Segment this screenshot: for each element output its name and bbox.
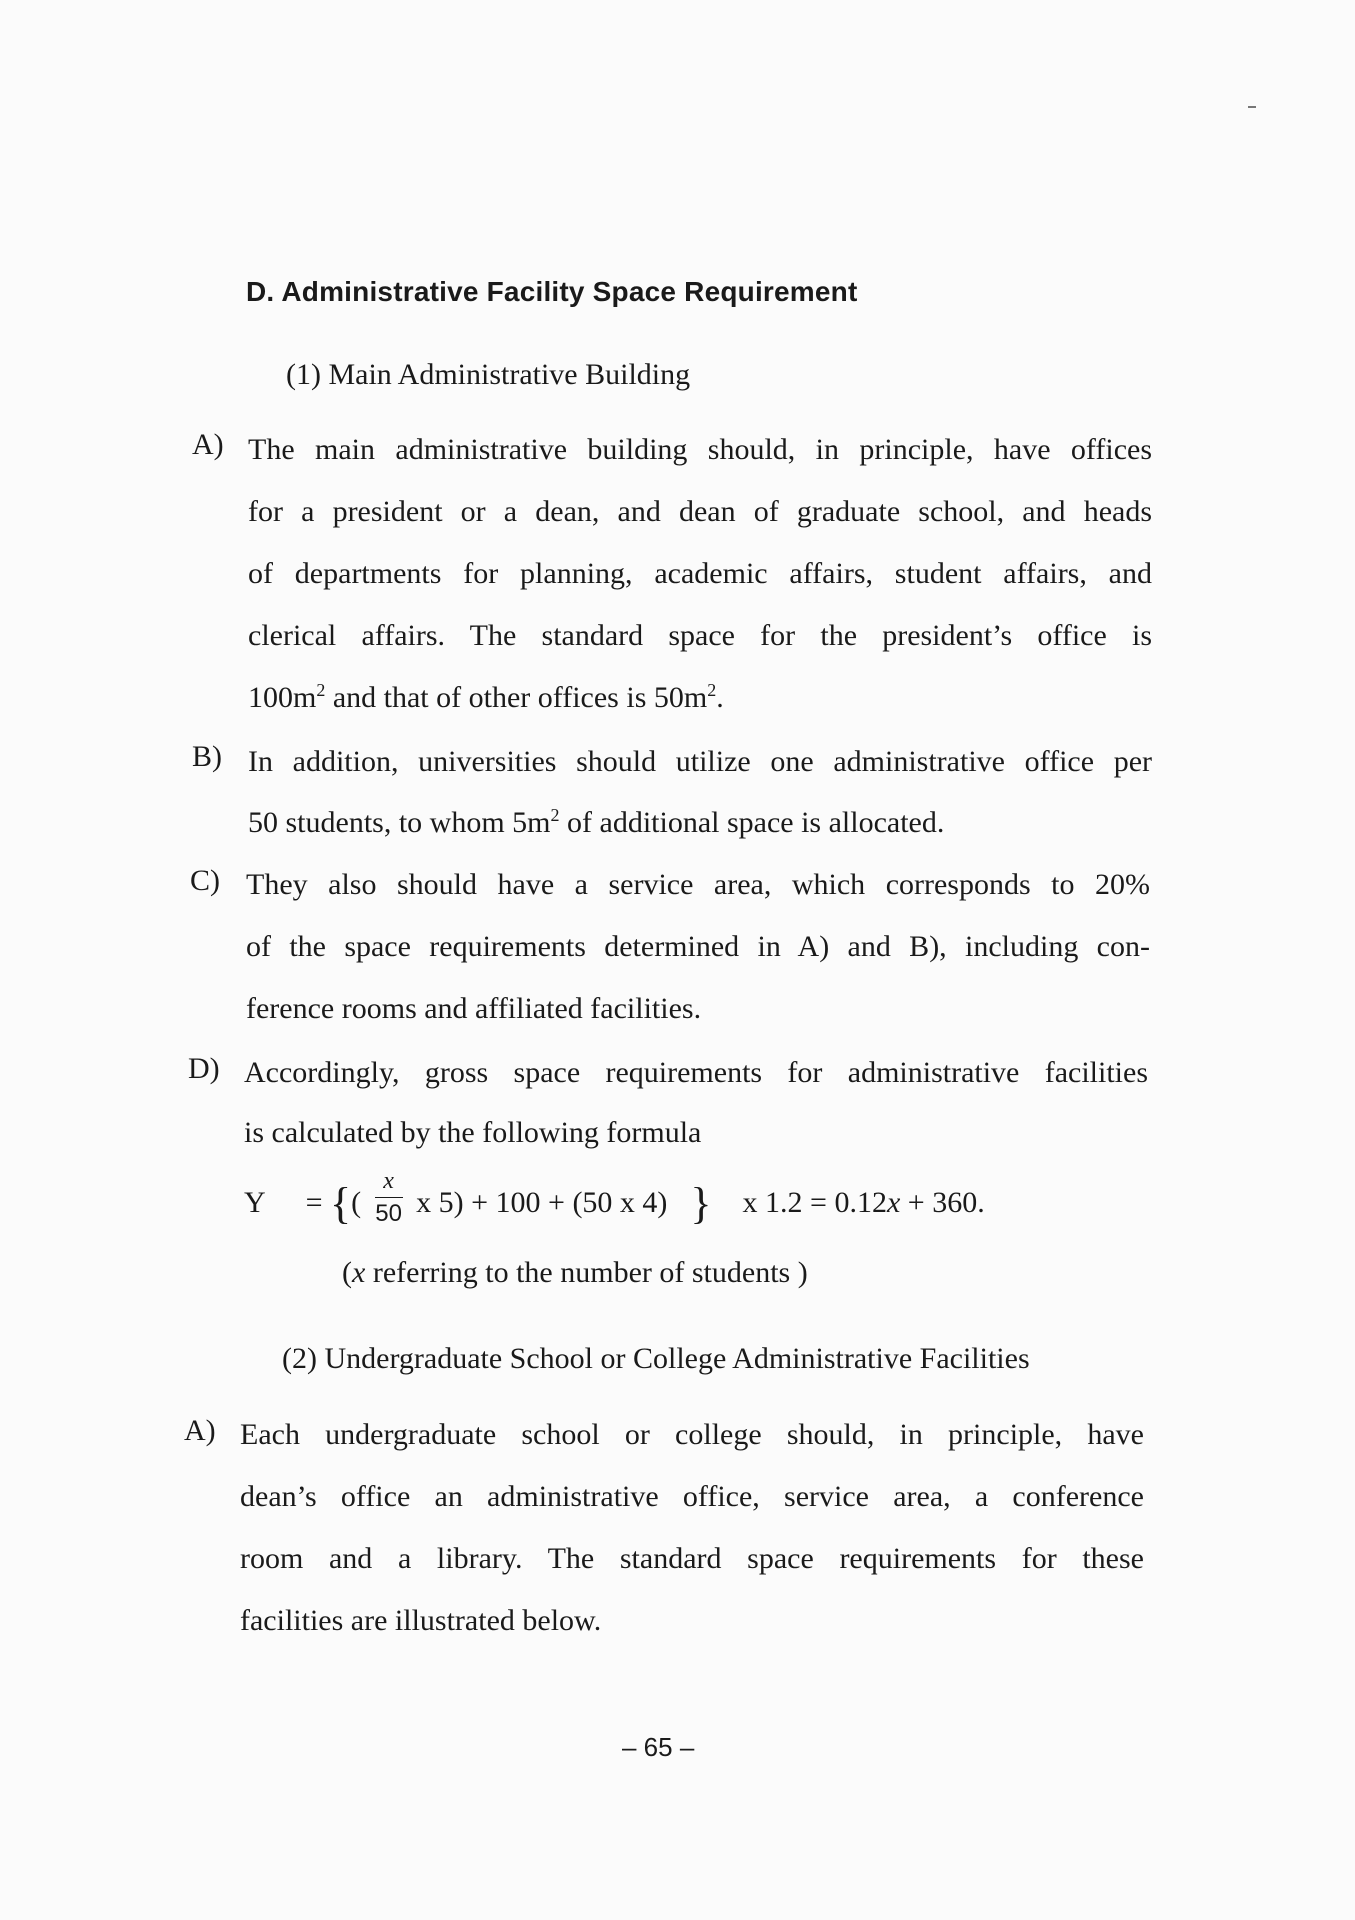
paragraph-line-with-units — [248, 806, 944, 840]
line-text: 50 students, to whom 5m — [248, 806, 551, 839]
line-text: of additional space is allocated. — [559, 806, 945, 839]
paragraph-line-with-units — [248, 681, 724, 715]
subsection-title-main-building: (1) Main Administrative Building — [286, 358, 691, 391]
formula-end: + 360. — [900, 1186, 985, 1219]
item-label-b: B) — [192, 740, 222, 773]
formula-fraction — [369, 1168, 409, 1227]
paragraph-line: The main administrative building should, in principle, have offices — [248, 433, 1152, 466]
paragraph-line: of departments for planning, academic affairs, student affairs, and — [248, 557, 1152, 590]
superscript: 2 — [707, 680, 717, 700]
superscript: 2 — [550, 805, 560, 825]
paragraph-line: room and a library. The standard space requirements for these — [240, 1542, 1144, 1575]
paragraph-line: dean’s office an administrative office, service area, a conference — [240, 1480, 1144, 1513]
item-label-a: A) — [192, 428, 224, 461]
formula-equals: = — [305, 1186, 323, 1219]
formula-open-brace: { — [329, 1179, 352, 1228]
item-label-d: D) — [188, 1052, 220, 1085]
paragraph-line: Each undergraduate school or college should, in principle, have — [240, 1418, 1144, 1451]
paragraph-line: for a president or a dean, and dean of graduate school, and heads — [248, 495, 1152, 528]
scan-speck — [1248, 106, 1256, 108]
paragraph-line: ference rooms and affiliated facilities. — [246, 992, 702, 1025]
superscript: 2 — [316, 680, 326, 700]
paragraph-line: is calculated by the following formula — [244, 1116, 702, 1149]
line-text: 100m — [248, 681, 317, 714]
page-number: – 65 – — [622, 1732, 695, 1762]
line-text: and that of other offices is 50m — [325, 681, 708, 714]
paragraph-line: clerical affairs. The standard space for the president’s office is — [248, 619, 1152, 652]
formula-note — [342, 1256, 808, 1290]
formula-tail: x 1.2 = 0.12 — [742, 1186, 887, 1219]
fraction-denominator: 50 — [375, 1200, 402, 1227]
item-label-a: A) — [184, 1414, 216, 1447]
subsection-title-undergraduate: (2) Undergraduate School or College Administrative Facilities — [282, 1342, 1030, 1375]
formula — [244, 1168, 985, 1228]
fraction-bar — [375, 1197, 403, 1198]
formula-body: x 5) + 100 + (50 x 4) — [408, 1186, 668, 1219]
note-variable: x — [352, 1256, 366, 1289]
line-text: . — [716, 681, 724, 714]
formula-open-paren: ( — [351, 1186, 362, 1219]
formula-close-brace: } — [690, 1179, 712, 1228]
paragraph-line: facilities are illustrated below. — [240, 1604, 602, 1637]
paragraph-line: They also should have a service area, which corresponds to 20% — [246, 868, 1150, 901]
section-heading: D. Administrative Facility Space Requirement — [246, 276, 858, 307]
note-text: referring to the number of students ) — [365, 1256, 808, 1289]
item-label-c: C) — [190, 864, 220, 897]
paragraph-line: of the space requirements determined in A) and B), including con- — [246, 930, 1150, 963]
paragraph-line: Accordingly, gross space requirements for administrative facilities — [244, 1056, 1148, 1089]
formula-lhs: Y — [244, 1186, 265, 1219]
formula-variable: x — [886, 1186, 901, 1219]
note-open: ( — [342, 1256, 352, 1289]
paragraph-line: In addition, universities should utilize one administrative office per — [248, 745, 1152, 778]
fraction-numerator: x — [383, 1168, 394, 1194]
